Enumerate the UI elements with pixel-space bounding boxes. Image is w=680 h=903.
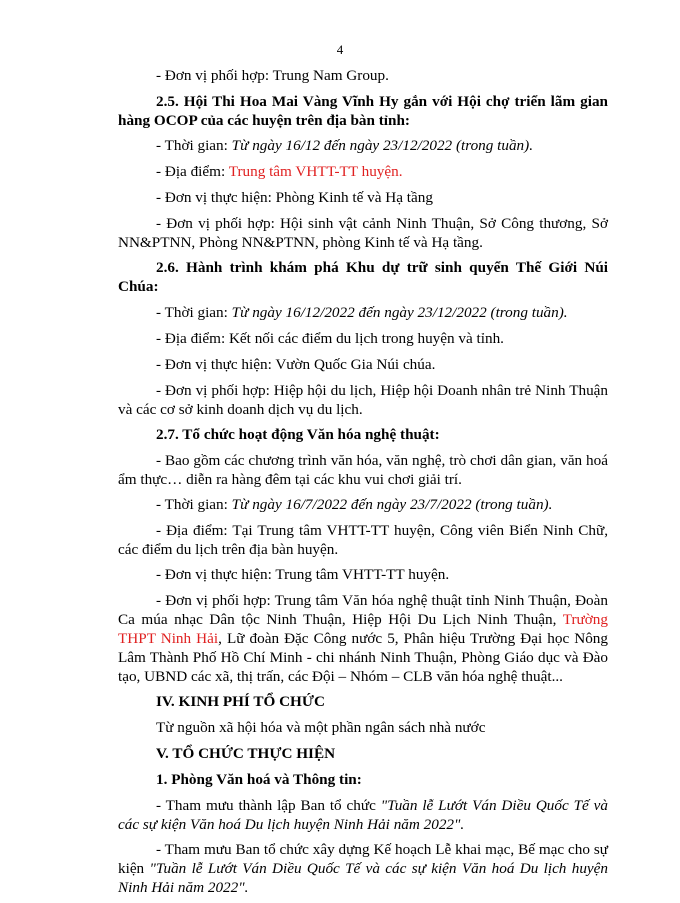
s26-time-label: - Thời gian: bbox=[156, 304, 232, 321]
s27-coop bbox=[118, 591, 608, 686]
s25-place-value: Trung tâm VHTT-TT huyện. bbox=[228, 163, 403, 180]
s26-place: - Địa điểm: Kết nối các điểm du lịch trong huyện và tỉnh. bbox=[156, 330, 504, 347]
s27-time bbox=[118, 495, 608, 514]
s25-place bbox=[118, 162, 608, 181]
s27-exec: - Đơn vị thực hiện: Trung tâm VHTT-TT huyện. bbox=[156, 566, 450, 583]
section-2-6-title: 2.6. Hành trình khám phá Khu dự trữ sinh quyển Thế Giới Núi Chúa: bbox=[118, 259, 608, 295]
s25-time-label: - Thời gian: bbox=[156, 137, 232, 154]
s51-item-1-text: - Tham mưu thành lập Ban tổ chức bbox=[156, 797, 381, 814]
s51-item-1-italic: "Tuần lễ Lướt Ván Diều Quốc Tế và các sự kiện Văn hoá Du lịch huyện Ninh Hải năm 2022". bbox=[118, 797, 608, 833]
s51-item-2-text: - Tham mưu Ban tổ chức xây dựng Kế hoạch Lễ khai mạc, Bế mạc cho sự kiện bbox=[118, 841, 608, 877]
section-v-title: V. TỔ CHỨC THỰC HIỆN bbox=[156, 745, 336, 762]
s26-time-value: Từ ngày 16/12/2022 đến ngày 23/12/2022 (trong tuần). bbox=[231, 304, 568, 321]
page-number: 4 bbox=[336, 42, 344, 57]
s51-item-1 bbox=[118, 796, 608, 834]
section-v-1-title: 1. Phòng Văn hoá và Thông tin: bbox=[156, 771, 362, 788]
s25-time-value: Từ ngày 16/12 đến ngày 23/12/2022 (trong tuần). bbox=[231, 137, 533, 154]
section-2-7-title: 2.7. Tổ chức hoạt động Văn hóa nghệ thuật: bbox=[156, 426, 440, 443]
s27-coop-text-b: , Lữ đoàn Đặc Công nước 5, Phân hiệu Trường Đại học Nông Lâm Thành Phố Hồ Chí Minh - chi nhánh Ninh Thuận, Phòng Giáo dục và Đào tạo, UBND các xã, thị trấn, các Đội – Nhóm – CLB văn hóa nghệ thuật... bbox=[118, 630, 608, 685]
s26-coop: - Đơn vị phối hợp: Hiệp hội du lịch, Hiệp hội Doanh nhân trẻ Ninh Thuận và các cơ sở kinh doanh dịch vụ du lịch. bbox=[118, 382, 608, 418]
s27-desc: - Bao gồm các chương trình văn hóa, văn nghệ, trò chơi dân gian, văn hoá ẩm thực… diễn ra hàng đêm tại các khu vui chơi giải trí. bbox=[118, 452, 608, 488]
s25-exec: - Đơn vị thực hiện: Phòng Kinh tế và Hạ tầng bbox=[156, 189, 433, 206]
s27-coop-text-a: - Đơn vị phối hợp: Trung tâm Văn hóa nghệ thuật tỉnh Ninh Thuận, Đoàn Ca múa nhạc Dân tộc Ninh Thuận, Hiệp Hội Du Lịch Ninh Thuận, bbox=[118, 592, 608, 628]
section-2-5-title: 2.5. Hội Thi Hoa Mai Vàng Vĩnh Hy gắn với Hội chợ triển lãm gian hàng OCOP của các huyện trên địa bàn tỉnh: bbox=[118, 93, 608, 129]
s27-time-label: - Thời gian: bbox=[156, 496, 232, 513]
section-iv-title: IV. KINH PHÍ TỔ CHỨC bbox=[156, 693, 325, 710]
s51-item-2-italic: "Tuần lễ Lướt Ván Diều Quốc Tế và các sự kiện Văn hoá Du lịch huyện Ninh Hải năm 2022". bbox=[118, 860, 608, 896]
s27-coop-highlight: Trường THPT Ninh Hải bbox=[118, 611, 608, 647]
s26-time bbox=[118, 303, 608, 322]
section-iv-body: Từ nguồn xã hội hóa và một phần ngân sách nhà nước bbox=[156, 719, 486, 736]
document-body bbox=[118, 66, 608, 903]
s25-place-label: - Địa điểm: bbox=[156, 163, 229, 180]
s27-time-value: Từ ngày 16/7/2022 đến ngày 23/7/2022 (trong tuần). bbox=[231, 496, 553, 513]
s25-time bbox=[118, 136, 608, 155]
coop-trung-nam: - Đơn vị phối hợp: Trung Nam Group. bbox=[156, 67, 389, 84]
s25-coop: - Đơn vị phối hợp: Hội sinh vật cảnh Ninh Thuận, Sở Công thương, Sở NN&PTNN, Phòng NN&PTNN, phòng Kinh tế và Hạ tầng. bbox=[118, 215, 608, 251]
s26-exec: - Đơn vị thực hiện: Vườn Quốc Gia Núi chúa. bbox=[156, 356, 436, 373]
s51-item-2 bbox=[118, 840, 608, 897]
s27-place: - Địa điểm: Tại Trung tâm VHTT-TT huyện, Công viên Biển Ninh Chữ, các điểm du lịch trên địa bàn huyện. bbox=[118, 522, 608, 558]
